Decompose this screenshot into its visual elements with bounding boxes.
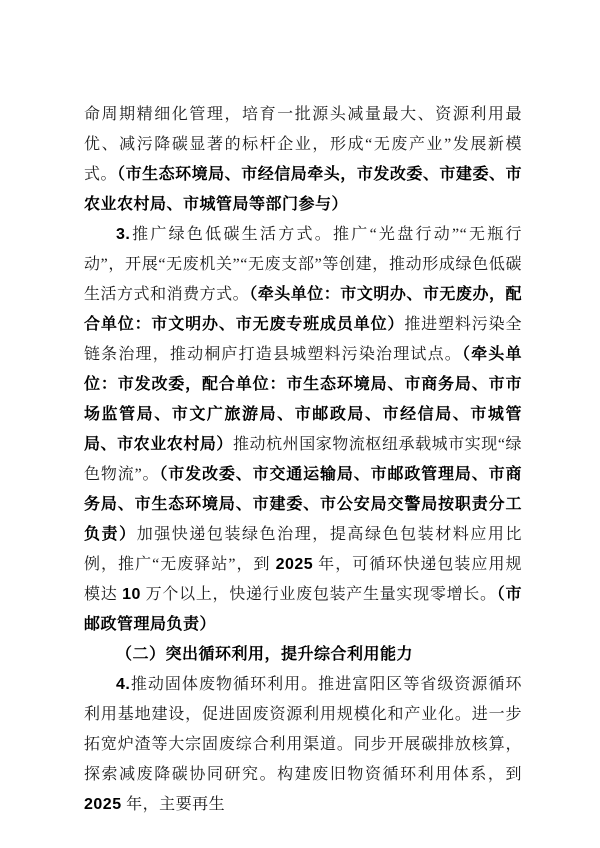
body-text: 推动杭州国家物流枢纽承载城市实现“绿色物流”。 bbox=[84, 436, 522, 483]
body-text: 推动固体废物循环利用。推进富阳区等省级资源循环利用基地建设，促进固废资源利用规模化和产业化。进一步拓宽炉渣等大宗固废综合利用渠道。同步开展碳排放核算，探索减废降碳协同研究。构建废旧物资循环利用体系，到 bbox=[84, 676, 522, 783]
year-value: 2025 bbox=[84, 796, 122, 813]
document-text-block bbox=[84, 100, 522, 820]
quantity-value: 10 bbox=[122, 586, 141, 603]
paragraph-continuation bbox=[84, 100, 522, 220]
section-heading-text: （二）突出循环利用，提升综合利用能力 bbox=[116, 646, 414, 663]
body-text: 推广绿色低碳生活方式。推广“光盘行动”“无瓶行动”，开展“无废机关”“无废支部”等创建，推动形成绿色低碳生活方式和消费方式。 bbox=[84, 226, 522, 303]
body-text: 年，主要再生 bbox=[121, 796, 226, 813]
paragraph-item-3 bbox=[84, 220, 522, 640]
lead-unit-annotation: （牵头单位：市发改委，配合单位：市生态环境局、市商务局、市市场监管局、市文广旅游局、市邮政局、市经信局、市城管局、市农业农村局） bbox=[84, 346, 522, 453]
body-text: 万个以上，快递行业废包装产生量实现零增长。 bbox=[140, 586, 497, 603]
lead-unit-annotation: （牵头单位：市文明办、市无废办，配合单位：市文明办、市无废专班成员单位） bbox=[84, 286, 522, 333]
body-text: 加强快递包装绿色治理，提高绿色包装材料应用比例，推广“无废驿站”，到 bbox=[84, 526, 522, 573]
body-text: 年，可循环快递包装应用规模达 bbox=[84, 556, 522, 603]
responsible-agencies-annotation: （市邮政管理局负责） bbox=[84, 586, 522, 633]
body-text: 命周期精细化管理，培育一批源头减量最大、资源利用最优、减污降碳显著的标杆企业，形成“无废产业”发展新模式。 bbox=[84, 106, 522, 183]
responsible-agencies-annotation: （市发改委、市交通运输局、市邮政管理局、市商务局、市生态环境局、市建委、市公安局交警局按职责分工负责） bbox=[84, 466, 522, 543]
responsible-agencies-annotation: （市生态环境局、市经信局牵头，市发改委、市建委、市农业农村局、市城管局等部门参与） bbox=[84, 166, 522, 213]
section-heading-2 bbox=[84, 640, 522, 670]
body-text: 推进塑料污染全链条治理，推动桐庐打造县城塑料污染治理试点。 bbox=[84, 316, 522, 363]
paragraph-item-4 bbox=[84, 670, 522, 820]
year-value: 2025 bbox=[275, 556, 314, 573]
item-number-3: 3. bbox=[116, 226, 131, 243]
item-number-4: 4. bbox=[116, 676, 131, 693]
